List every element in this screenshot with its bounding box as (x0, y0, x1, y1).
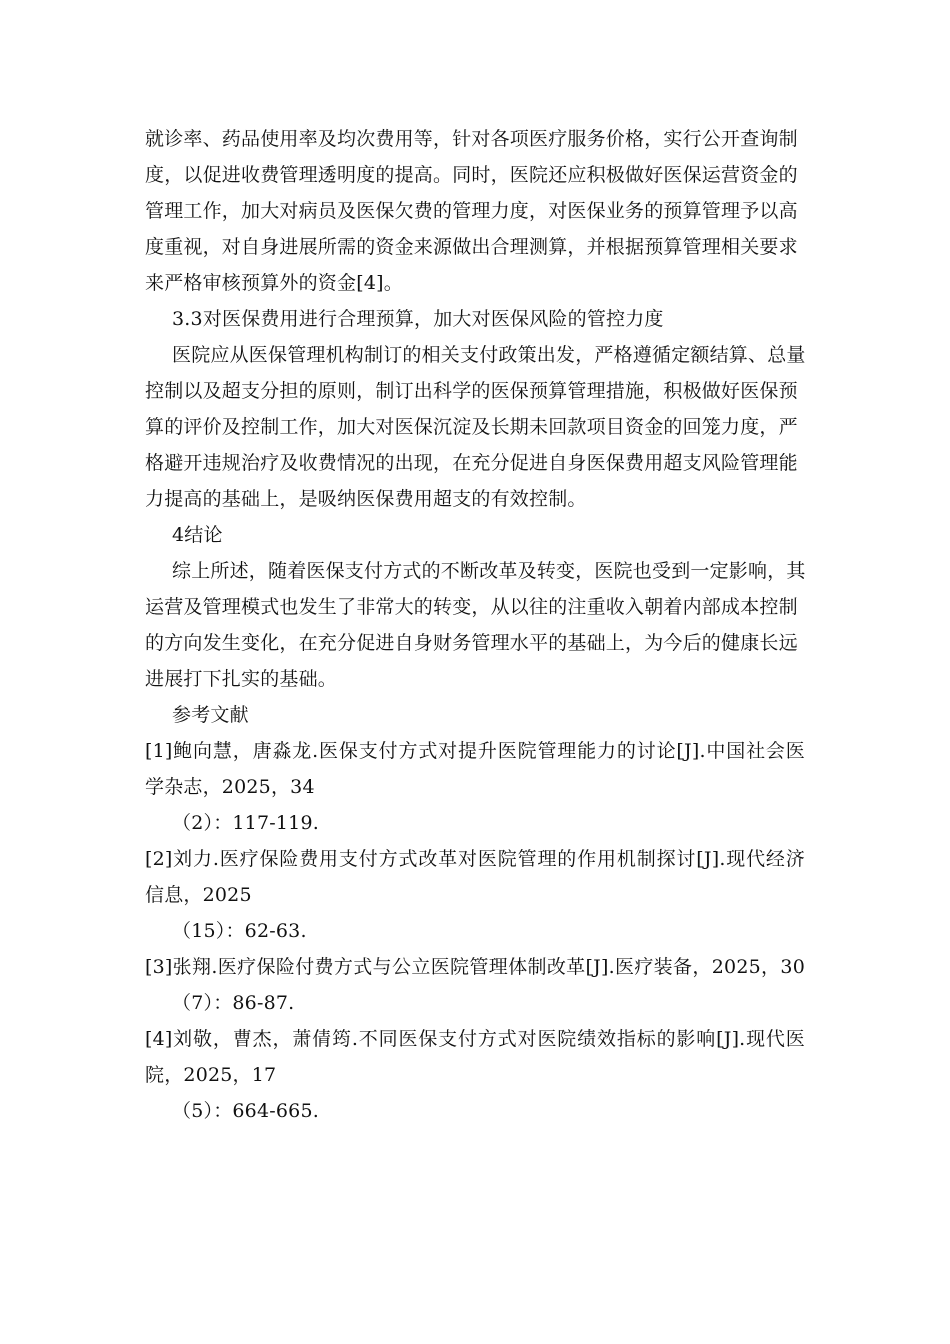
section-heading-3-3: 3.3对医保费用进行合理预算，加大对医保风险的管控力度 (172, 308, 664, 330)
reference-3-line-1: [3]张翔.医疗保险付费方式与公立医院管理体制改革[J].医疗装备，2025，30 (145, 956, 805, 978)
reference-4-line-1: [4]刘敬，曹杰，萧倩筠.不同医保支付方式对医院绩效指标的影响[J].现代医 (145, 1028, 805, 1050)
reference-2-line-2: 信息，2025 (145, 884, 252, 906)
paragraph-1-line-4: 度重视，对自身进展所需的资金来源做出合理测算，并根据预算管理相关要求 (145, 236, 798, 258)
reference-2-line-1: [2]刘力.医疗保险费用支付方式改革对医院管理的作用机制探讨[J].现代经济 (145, 848, 805, 870)
reference-2-line-3: （15）：62-63. (172, 920, 307, 942)
section-heading-4: 4结论 (172, 524, 223, 546)
paragraph-1-line-2: 度，以促进收费管理透明度的提高。同时，医院还应积极做好医保运营资金的 (145, 164, 798, 186)
paragraph-2-line-2: 控制以及超支分担的原则，制订出科学的医保预算管理措施，积极做好医保预 (145, 380, 798, 402)
reference-4-line-2: 院，2025，17 (145, 1064, 277, 1086)
reference-3-line-3: （7）：86-87. (172, 992, 295, 1014)
reference-1-line-3: （2）：117-119. (172, 812, 319, 834)
paragraph-3-line-4: 进展打下扎实的基础。 (145, 668, 338, 690)
paragraph-1-line-1: 就诊率、药品使用率及均次费用等，针对各项医疗服务价格，实行公开查询制 (145, 128, 798, 150)
paragraph-2-line-3: 算的评价及控制工作，加大对医保沉淀及长期未回款项目资金的回笼力度，严 (145, 416, 798, 438)
reference-1-line-1: [1]鲍向慧，唐淼龙.医保支付方式对提升医院管理能力的讨论[J].中国社会医 (145, 740, 805, 762)
references-heading: 参考文献 (172, 704, 249, 726)
paragraph-3-line-2: 运营及管理模式也发生了非常大的转变，从以往的注重收入朝着内部成本控制 (145, 596, 798, 618)
paragraph-2-line-5: 力提高的基础上，是吸纳医保费用超支的有效控制。 (145, 488, 587, 510)
reference-4-line-3: （5）：664-665. (172, 1100, 319, 1122)
paragraph-3-line-1: 综上所述，随着医保支付方式的不断改革及转变，医院也受到一定影响，其 (172, 560, 806, 582)
paragraph-3-line-3: 的方向发生变化，在充分促进自身财务管理水平的基础上，为今后的健康长远 (145, 632, 798, 654)
paragraph-1-line-3: 管理工作，加大对病员及医保欠费的管理力度，对医保业务的预算管理予以高 (145, 200, 798, 222)
reference-1-line-2: 学杂志，2025，34 (145, 776, 315, 798)
paragraph-2-line-1: 医院应从医保管理机构制订的相关支付政策出发，严格遵循定额结算、总量 (172, 344, 806, 366)
paragraph-2-line-4: 格避开违规治疗及收费情况的出现，在充分促进自身医保费用超支风险管理能 (145, 452, 798, 474)
paragraph-1-line-5: 来严格审核预算外的资金[4]。 (145, 272, 403, 294)
